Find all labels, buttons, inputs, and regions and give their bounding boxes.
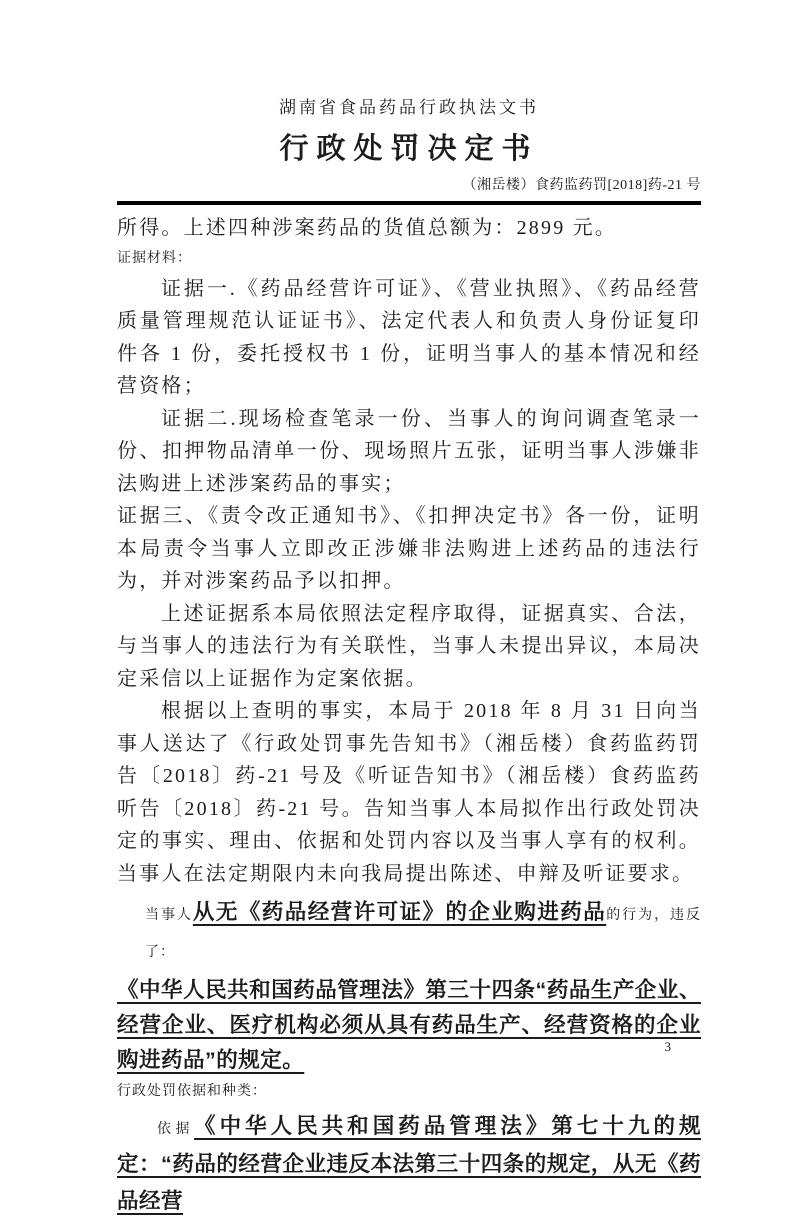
para-violation-law: 《中华人民共和国药品管理法》第三十四条“药品生产企业、经营企业、医疗机构必须从具有药品生产、经营资格的企业购进药品”的规定。 bbox=[117, 978, 701, 1072]
para-evidence-2: 证据二.现场检查笔录一份、当事人的询问调查笔录一份、扣押物品清单一份、现场照片五张，证明当事人涉嫌非法购进上述涉案药品的事实； bbox=[117, 407, 701, 495]
document-content bbox=[117, 0, 701, 1221]
label-penalty-basis: 行政处罚依据和种类： bbox=[117, 1084, 267, 1099]
document-title: 行政处罚决定书 bbox=[279, 133, 539, 165]
para-penalty-basis bbox=[117, 1109, 701, 1221]
violation-emphasis: 从无《药品经营许可证》的企业购进药品 bbox=[192, 900, 607, 924]
header-org-title: 湖南省食品药品行政执法文书 bbox=[279, 98, 539, 117]
violation-prefix: 当事人 bbox=[145, 908, 193, 923]
penalty-basis-text: 《中华人民共和国药品管理法》第七十九的规定：“药品的经营企业违反本法第三十四条的规定，从无《药品经营 bbox=[117, 1114, 701, 1213]
para-violation-statement bbox=[117, 894, 701, 971]
page-number: 3 bbox=[664, 1039, 671, 1054]
document-number: （湘岳楼）食药监药罚[2018]药-21 号 bbox=[462, 178, 701, 193]
label-evidence-materials: 证据材料： bbox=[117, 250, 192, 266]
para-evidence-3: 证据三、《责令改正通知书》、《扣押决定书》各一份，证明本局责令当事人立即改正涉嫌非法购进上述药品的违法行为，并对涉案药品予以扣押。 bbox=[117, 505, 701, 592]
para-evidence-1: 证据一.《药品经营许可证》、《营业执照》、《药品经营质量管理规范认证证书》、法定代表人和负责人身份证复印件各 1 份，委托授权书 1 份，证明当事人的基本情况和经营资格； bbox=[117, 277, 701, 397]
penalty-basis-prefix: 依据 bbox=[157, 1122, 195, 1137]
header-divider-rule bbox=[117, 201, 701, 205]
para-notification: 根据以上查明的事实，本局于 2018 年 8 月 31 日向当事人送达了《行政处罚事先告知书》（湘岳楼）食药监药罚告〔2018〕药-21 号及《听证告知书》（湘岳楼）食药监药听告〔2018〕药-21 号。告知当事人本局拟作出行政处罚决定的事实、理由、依据和处罚内容以及当事人享有的权利。当事人在法定期限内未向我局提出陈述、申辩及听证要求。 bbox=[117, 700, 701, 885]
para-carryover: 所得。上述四种涉案药品的货值总额为：2899 元。 bbox=[117, 217, 617, 239]
violation-suffix: 的行为，违反了： bbox=[145, 908, 702, 960]
para-evidence-conclusion: 上述证据系本局依照法定程序取得，证据真实、合法，与当事人的违法行为有关联性，当事人未提出异议，本局决定采信以上证据作为定案依据。 bbox=[117, 602, 701, 690]
